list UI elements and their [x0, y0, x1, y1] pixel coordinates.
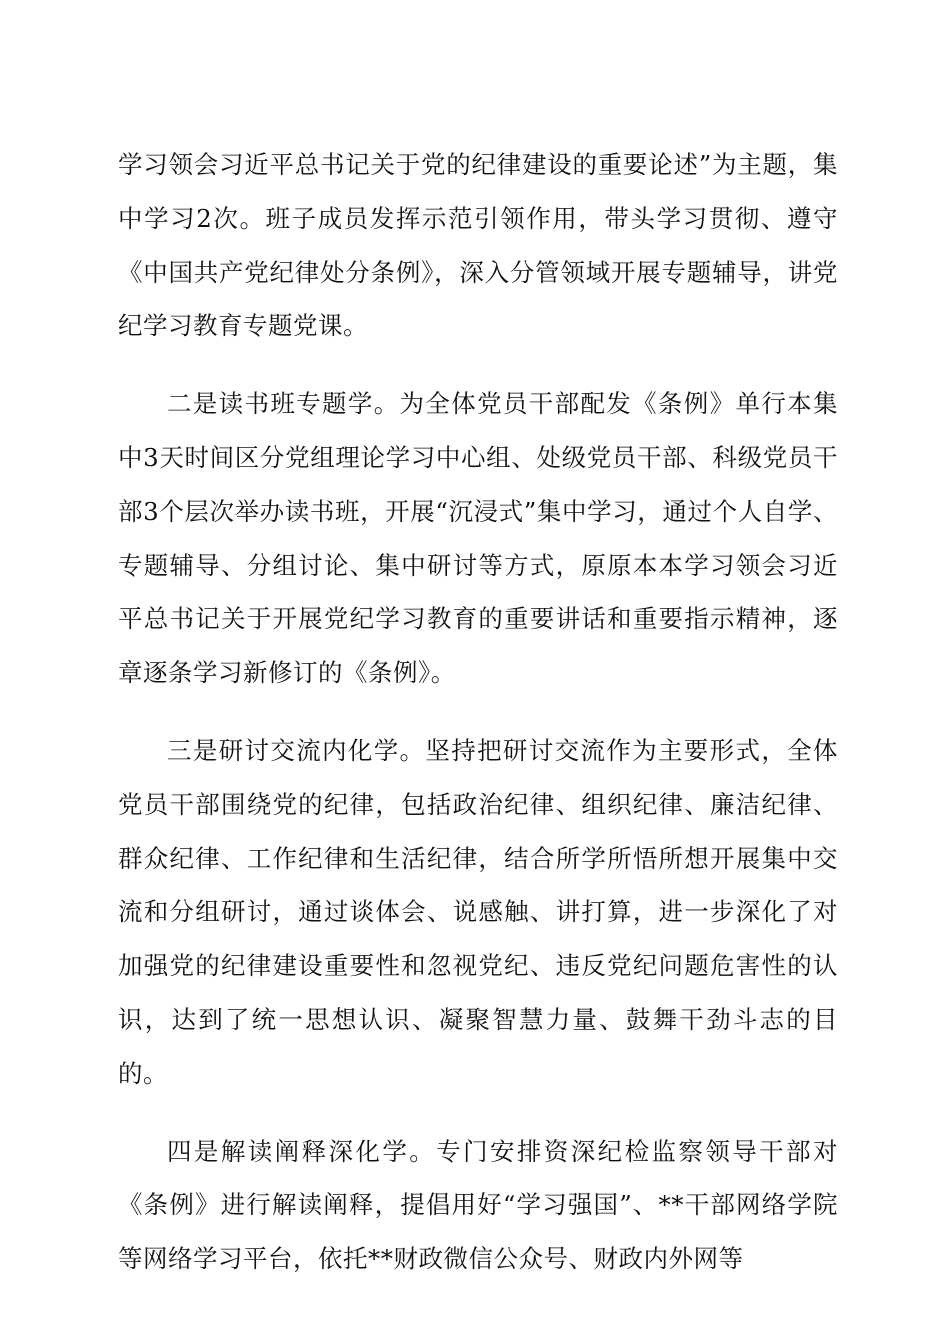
paragraph-study-theme: 学习领会习近平总书记关于党的纪律建设的重要论述”为主题，集中学习2次。班子成员发挥示范引领作用，带头学习贯彻、遵守《中国共产党纪律处分条例》，深入分管领域开展专题辅导，讲党纪学习教育专题党课。: [118, 150, 838, 341]
paragraph-discussion-exchange: 三是研讨交流内化学。坚持把研讨交流作为主要形式，全体党员干部围绕党的纪律，包括政治纪律、组织纪律、廉洁纪律、群众纪律、工作纪律和生活纪律，结合所学所悟所想开展集中交流和分组研讨，通过谈体会、说感触、讲打算，进一步深化了对加强党的纪律建设重要性和忽视党纪、违反党纪问题危害性的认识，达到了统一思想认识、凝聚智慧力量、鼓舞干劲斗志的目的。: [118, 735, 838, 1088]
paragraph-reading-class: 二是读书班专题学。为全体党员干部配发《条例》单行本集中3天时间区分党组理论学习中心组、处级党员干部、科级党员干部3个层次举办读书班，开展“沉浸式”集中学习，通过个人自学、专题辅导、分组讨论、集中研讨等方式，原原本本学习领会习近平总书记关于开展党纪学习教育的重要讲话和重要指示精神，逐章逐条学习新修订的《条例》。: [118, 389, 838, 688]
paragraph-interpretation: 四是解读阐释深化学。专门安排资深纪检监察领导干部对《条例》进行解读阐释，提倡用好“学习强国”、**干部网络学院等网络学习平台，依托**财政微信公众号、财政内外网等: [118, 1136, 838, 1274]
document-body: [118, 138, 838, 1286]
